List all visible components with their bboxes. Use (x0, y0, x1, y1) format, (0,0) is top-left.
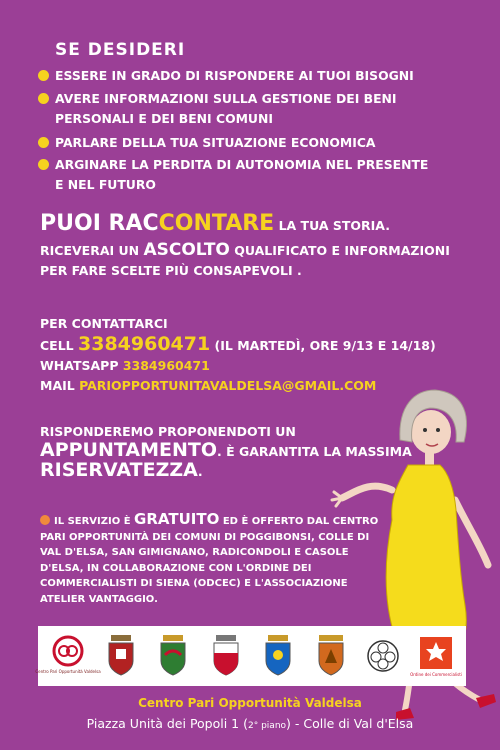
text-span: RICEVERAI UN (40, 243, 144, 258)
orange-dot-icon (40, 515, 50, 525)
floor-text: 2° piano (248, 721, 287, 731)
riservatezza-emphasis: RISERVATEZZA (40, 459, 198, 481)
contact-title: PER CONTATTARCI (40, 316, 168, 331)
ascolto-paragraph (40, 240, 450, 281)
mail-label: MAIL (40, 378, 80, 393)
comune-crest-4 (258, 633, 298, 679)
woman-arm-left (342, 486, 392, 498)
headline-part: LA TUA STORIA. (274, 218, 390, 233)
cell-label: CELL (40, 338, 78, 353)
woman-eye-left (423, 428, 427, 432)
woman-arm-right (455, 500, 488, 565)
bullet-text: AVERE INFORMAZIONI SULLA GESTIONE DEI BENI (55, 91, 397, 106)
comune-crest-3 (206, 633, 246, 679)
whatsapp-link[interactable]: 3384960471 (122, 358, 210, 373)
appointment-line: RISPONDEREMO PROPONENDOTI UN (40, 424, 296, 439)
bullet-dot-icon (38, 70, 49, 81)
ascolto-emphasis: ASCOLTO (143, 240, 230, 260)
whatsapp-line (40, 356, 436, 376)
partner-logos-strip (35, 626, 466, 686)
lion-crest (311, 633, 351, 679)
comune-crest-2 (153, 633, 193, 679)
woman-hand-left (332, 492, 342, 506)
bullet-text: ARGINARE LA PERDITA DI AUTONOMIA NEL PRESENTE (55, 157, 429, 172)
text-span: . (197, 464, 203, 479)
footer-organization: Centro Pari Opportunità Valdelsa (138, 696, 362, 710)
pari-opportunita-logo (35, 633, 101, 679)
bullet-item (38, 66, 414, 86)
bullet-dot-icon (38, 159, 49, 170)
bullet-item (38, 155, 428, 195)
headline-highlight: CONTARE (158, 211, 275, 236)
gratuito-emphasis: GRATUITO (134, 510, 220, 528)
bullet-text-continued: E NEL FUTURO (55, 177, 156, 192)
bullet-text: PARLARE DELLA TUA SITUAZIONE ECONOMICA (55, 135, 376, 150)
text-span: ED È OFFERTO DAL CENTRO PARI OPPORTUNITÀ DEI COMUNI DI POGGIBONSI, COLLE DI VAL D'ELSA, SAN GIMIGNANO, RADICONDOLI E CASOLE D'ELSA, IN COLLABORAZIONE CON L'ORDINE DEI COMMERCIALISTI DI SIENA (ODCEC) E L'ASSOCIAZIONE ATELIER VANTAGGIO. (40, 516, 379, 605)
cell-line (40, 334, 436, 356)
heading: SE DESIDERI (55, 40, 186, 60)
bullet-item (38, 133, 376, 153)
bullet-text: ESSERE IN GRADO DI RISPONDERE AI TUOI BISOGNI (55, 68, 414, 83)
text-span: ) - Colle di Val d'Elsa (286, 716, 414, 731)
cell-hours: (IL MARTEDÌ, ORE 9/13 E 14/18) (210, 338, 436, 353)
comune-crest-1 (101, 633, 141, 679)
svg-text:Centro Pari Opportunità Valdel: Centro Pari Opportunità Valdelsa (35, 669, 101, 674)
appuntamento-emphasis: APPUNTAMENTO (40, 439, 217, 461)
woman-face (411, 410, 451, 454)
ascolto-line (40, 240, 450, 261)
atelier-rose-logo (363, 633, 403, 679)
headline-puoi-raccontare (40, 211, 390, 236)
text-span: . È GARANTITA LA MASSIMA (216, 444, 412, 459)
headline-part: PUOI RAC (40, 211, 159, 236)
bullet-item (38, 89, 397, 129)
bullet-text-continued: PERSONALI E DEI BENI COMUNI (55, 111, 273, 126)
text-span: QUALIFICATO E INFORMAZIONI (229, 243, 450, 258)
woman-eye-right (436, 428, 440, 432)
footer-address (0, 716, 500, 731)
bullet-dot-icon (38, 93, 49, 104)
text-span: IL SERVIZIO È (54, 516, 135, 527)
cell-phone-link[interactable]: 3384960471 (78, 333, 211, 355)
text-span: Piazza Unità dei Popoli 1 ( (86, 716, 248, 731)
red-star-logo (409, 633, 462, 679)
email-link[interactable]: PARIOPPORTUNITAVALDELSA@GMAIL.COM (79, 378, 377, 393)
svg-text:Ordine dei Commercialisti: Ordine dei Commercialisti (409, 672, 462, 677)
bullet-dot-icon (38, 137, 49, 148)
whatsapp-label: WHATSAPP (40, 358, 123, 373)
ascolto-line: PER FARE SCELTE PIÙ CONSAPEVOLI . (40, 263, 302, 278)
